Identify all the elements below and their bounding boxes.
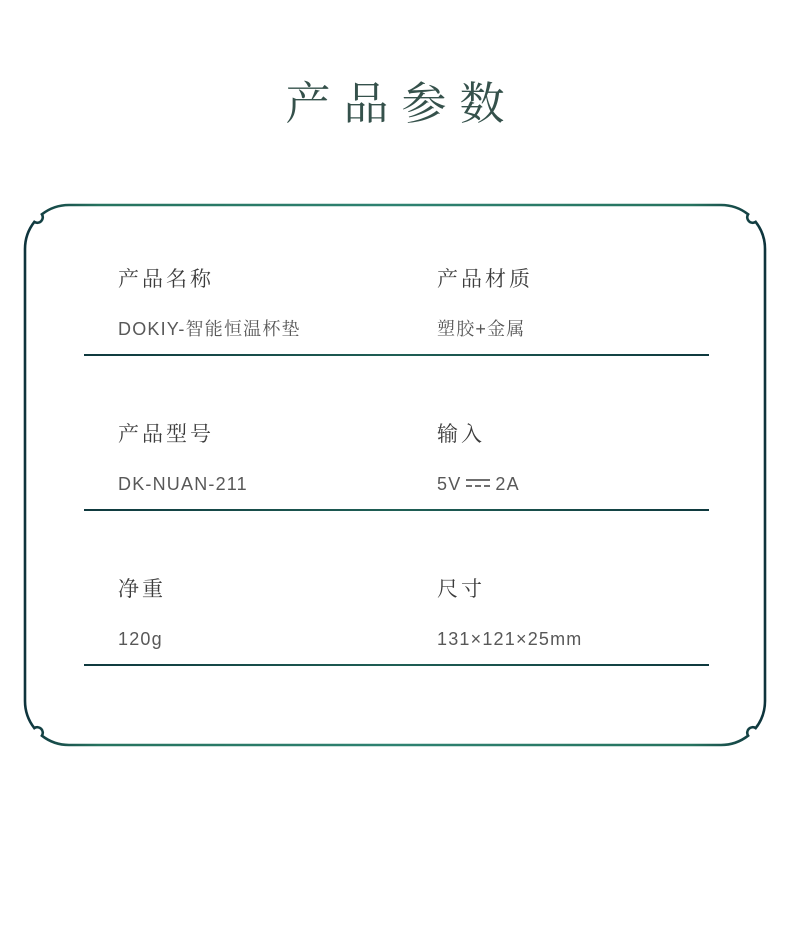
product-parameters-page [0, 78, 790, 951]
spec-cell-dimensions [437, 575, 765, 652]
separator-line [84, 354, 709, 356]
spec-cell-net-weight [118, 575, 437, 652]
product-name-value: DOKIY-智能恒温杯垫 [118, 319, 301, 339]
spec-row-name-material [25, 265, 765, 342]
direct-current-symbol-icon [466, 478, 490, 491]
spec-cell-product-name [118, 265, 437, 342]
spec-cell-material [437, 265, 765, 342]
product-name-label: 产品名称 [118, 268, 214, 291]
spec-row-model-input [25, 420, 765, 497]
spec-cell-model [118, 420, 437, 497]
separator-line [84, 509, 709, 511]
material-label: 产品材质 [437, 268, 533, 291]
spec-cell-input [437, 420, 765, 497]
model-label: 产品型号 [118, 423, 214, 446]
net-weight-value: 120g [118, 629, 163, 649]
input-label: 输入 [437, 423, 485, 446]
model-value: DK-NUAN-211 [118, 474, 248, 494]
material-value: 塑胶+金属 [437, 319, 526, 339]
input-value-voltage: 5V [437, 474, 462, 494]
input-value [437, 471, 765, 497]
input-value-current: 2A [495, 474, 520, 494]
dimensions-value: 131×121×25mm [437, 629, 583, 649]
separator-line [84, 664, 709, 666]
net-weight-label: 净重 [118, 578, 166, 601]
spec-card [25, 205, 765, 745]
spec-row-weight-size [25, 575, 765, 652]
page-title: 产品参数 [285, 78, 518, 129]
dimensions-label: 尺寸 [437, 578, 485, 601]
